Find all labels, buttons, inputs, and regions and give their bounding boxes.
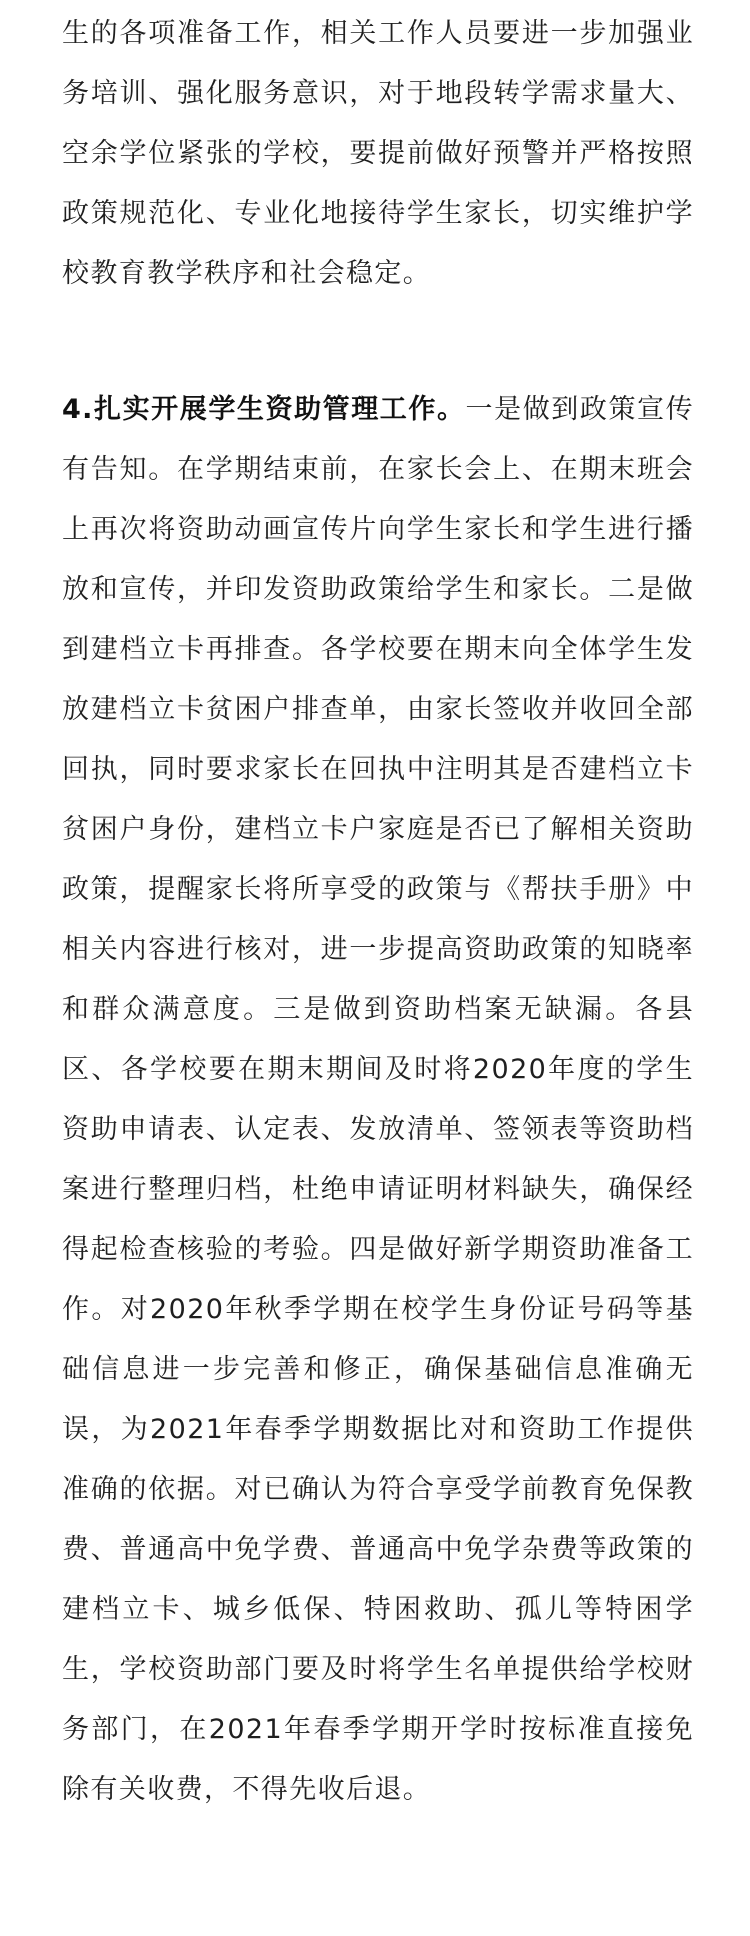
- section-4-body: 一是做到政策宣传有告知。在学期结束前，在家长会上、在期末班会上再次将资助动画宣传片向学生家长和学生进行播放和宣传，并印发资助政策给学生和家长。二是做到建档立卡再排查。各学校要在期末向全体学生发放建档立卡贫困户排查单，由家长签收并收回全部回执，同时要求家长在回执中注明其是否建档立卡贫困户身份，建档立卡户家庭是否已了解相关资助政策，提醒家长将所享受的政策与《帮扶手册》中相关内容进行核对，进一步提高资助政策的知晓率和群众满意度。三是做到资助档案无缺漏。各县区、各学校要在期末期间及时将2020年度的学生资助申请表、认定表、发放清单、签领表等资助档案进行整理归档，杜绝申请证明材料缺失，确保经得起检查核验的考验。四是做好新学期资助准备工作。对2020年秋季学期在校学生身份证号码等基础信息进一步完善和修正，确保基础信息准确无误，为2021年春季学期数据比对和资助工作提供准确的依据。对已确认为符合享受学前教育免保教费、普通高中免学费、普通高中免学杂费等政策的建档立卡、城乡低保、特困救助、孤儿等特困学生，学校资助部门要及时将学生名单提供给学校财务部门，在2021年春季学期开学时按标准直接免除有关收费，不得先收后退。: [62, 394, 694, 1805]
- section-4-heading: 4.扎实开展学生资助管理工作。: [62, 394, 466, 425]
- paragraph-previous-tail: 生的各项准备工作，相关工作人员要进一步加强业务培训、强化服务意识，对于地段转学需求量大、空余学位紧张的学校，要提前做好预警并严格按照政策规范化、专业化地接待学生家长，切实维护学校教育教学秩序和社会稳定。: [62, 18, 694, 289]
- paragraph-section-4: [62, 380, 694, 1820]
